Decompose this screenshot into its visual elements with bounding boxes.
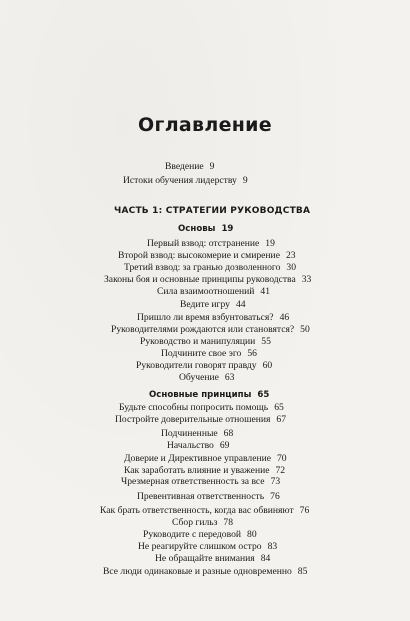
toc-entry: Как заработать влияние и уважение 72	[124, 465, 286, 476]
section-heading-basics: Основы 19	[178, 224, 234, 234]
page-title: Оглавление	[138, 114, 272, 136]
toc-entry: Руководители говорят правду 60	[136, 360, 273, 371]
toc-entry: Доверие и Директивное управление 70	[124, 453, 287, 464]
toc-entry: Чрезмерная ответственность за все 73	[121, 476, 281, 487]
toc-entry: Сбор гильз 78	[172, 517, 234, 528]
toc-entry: Превентивная ответственность 76	[137, 491, 280, 502]
toc-entry: Не обращайте внимания 84	[155, 553, 271, 564]
toc-entry: Истоки обучения лидерству 9	[123, 175, 248, 186]
toc-entry: Введение 9	[165, 161, 215, 172]
toc-entry: Руководите с передовой 80	[143, 529, 257, 540]
toc-entry: Постройте доверительные отношения 67	[115, 414, 287, 425]
toc-entry: Как брать ответственность, когда вас обвиняют 76	[100, 505, 310, 516]
toc-entry: Ведите игру 44	[180, 299, 246, 310]
toc-entry: Второй взвод: высокомерие и смирение 23	[118, 250, 296, 261]
toc-entry: Подчините свое эго 56	[161, 348, 257, 359]
toc-entry: Обучение 63	[179, 372, 235, 383]
toc-entry: Третий взвод: за гранью дозволенного 30	[124, 262, 296, 273]
toc-entry: Пришло ли время взбунтоваться? 46	[137, 312, 290, 323]
toc-entry: Не реагируйте слишком остро 83	[138, 541, 278, 552]
section-heading-principles: Основные принципы 65	[149, 390, 270, 400]
toc-entry: Все люди одинаковые и разные одновременно 85	[103, 566, 308, 577]
toc-entry: Законы боя и основные принципы руководства 33	[104, 274, 312, 285]
toc-entry: Начальство 69	[167, 440, 230, 451]
toc-entry: Руководителями рождаются или становятся? 50	[111, 324, 310, 335]
toc-entry: Сила взаимоотношений 41	[157, 286, 270, 297]
part-heading: ЧАСТЬ 1: СТРАТЕГИИ РУКОВОДСТВА	[114, 206, 311, 216]
toc-entry: Руководство и манипуляции 55	[140, 336, 271, 347]
toc-entry: Первый взвод: отстранение 19	[147, 238, 275, 249]
toc-entry: Подчиненные 68	[161, 428, 234, 439]
toc-entry: Будьте способны попросить помощь 65	[119, 402, 284, 413]
